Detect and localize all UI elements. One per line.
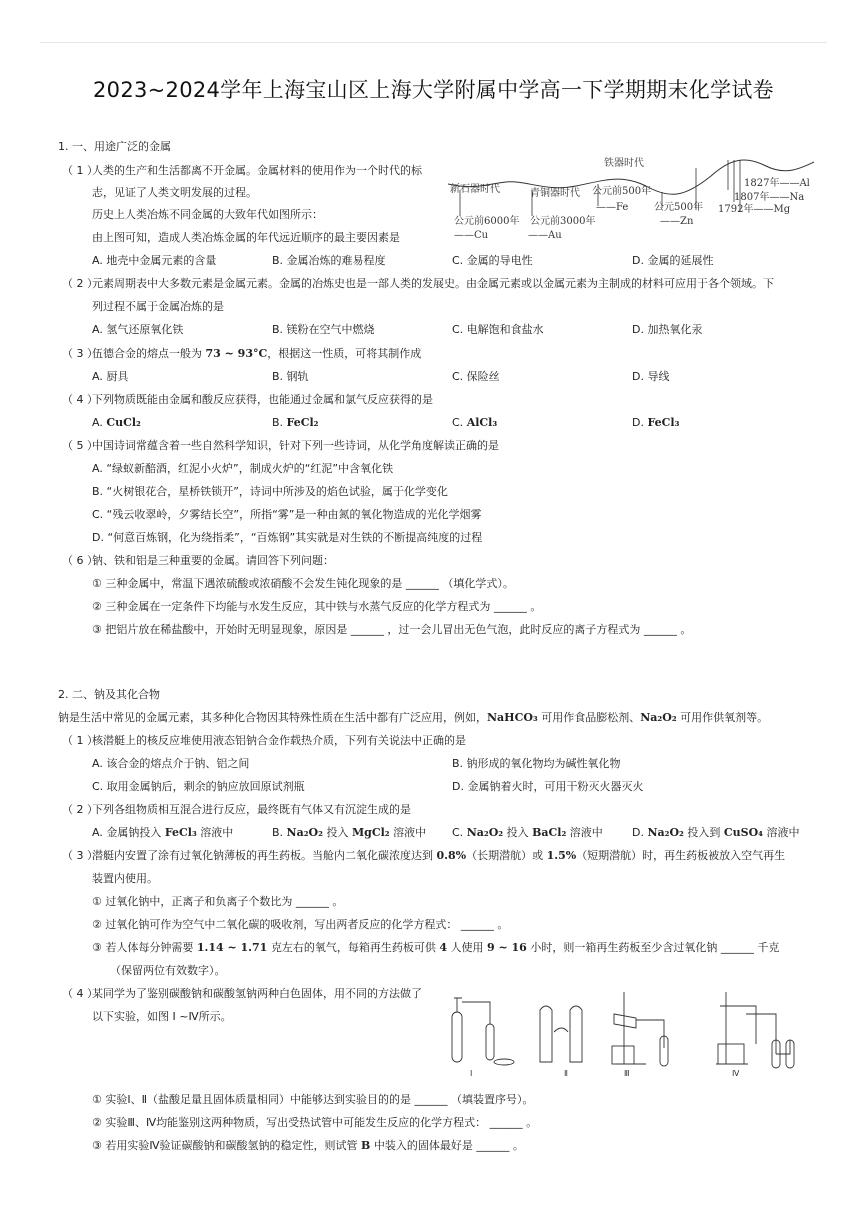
- q2-1-number: （ 1 ）: [62, 734, 98, 747]
- q1-2-option[interactable]: A. 氢气还原氧化铁: [92, 323, 184, 336]
- q1-3-option[interactable]: D. 导线: [632, 370, 670, 383]
- top-divider: [40, 42, 827, 43]
- q2-3-item: ① 过氧化钠中，正离子和负离子个数比为 ______ 。: [92, 895, 344, 908]
- figure-label: Ⅲ: [624, 1069, 630, 1078]
- q2-4-item: ① 实验Ⅰ、Ⅱ（盐酸足量且固体质量相同）中能够达到实验目的的是 ______ （填装置序号）。: [92, 1093, 534, 1106]
- figure-label: Ⅱ: [564, 1069, 568, 1078]
- q2-2-option[interactable]: D. Na₂O₂ 投入到 CuSO₄ 溶液中: [632, 826, 800, 839]
- q1-3-option[interactable]: A. 厨具: [92, 370, 129, 383]
- timeline-label: ——Fe: [596, 202, 629, 213]
- q2-4-number: （ 4 ）: [62, 987, 98, 1000]
- timeline-label: 铁器时代: [604, 158, 644, 169]
- q1-3-stem: 伍德合金的熔点一般为 73 ~ 93°C，根据这一性质，可将其制作成: [92, 347, 422, 360]
- figure-label: Ⅰ: [470, 1069, 473, 1078]
- q1-4-option[interactable]: C. AlCl₃: [452, 416, 498, 429]
- timeline-label: ——Au: [528, 230, 562, 241]
- q1-1-number: （ 1 ）: [62, 164, 98, 177]
- q1-5-option[interactable]: A. “绿蚁新醅酒，红泥小火炉”，制成火炉的“红泥”中含氧化铁: [92, 462, 394, 475]
- q1-3-number: （ 3 ）: [62, 347, 98, 360]
- q2-3-item: ③ 若人体每分钟需要 1.14 ~ 1.71 克左右的氧气，每箱再生药板可供 4 人使用 9 ~ 16 小时，则一箱再生药板至少含过氧化钠 ______ 千克: [92, 941, 780, 954]
- q2-1-option[interactable]: C. 取用金属钠后，剩余的钠应放回原试剂瓶: [92, 780, 305, 793]
- q2-1-stem: 核潜艇上的核反应堆使用液态铝钠合金作载热介质，下列有关说法中正确的是: [92, 734, 466, 747]
- timeline-label: 新石器时代: [450, 184, 500, 195]
- q2-4-stem-line: 某同学为了鉴别碳酸钠和碳酸氢钠两种白色固体，用不同的方法做了: [92, 987, 422, 1000]
- q1-2-option[interactable]: D. 加热氧化汞: [632, 323, 703, 336]
- q1-2-option[interactable]: B. 镁粉在空气中燃烧: [272, 323, 375, 336]
- apparatus-figure: [446, 984, 816, 1080]
- q1-1-option[interactable]: C. 金属的导电性: [452, 254, 533, 267]
- q2-2-number: （ 2 ）: [62, 803, 98, 816]
- metal-timeline-figure: [446, 150, 816, 250]
- page-title: 2023~2024学年上海宝山区上海大学附属中学高一下学期期末化学试卷: [93, 78, 774, 102]
- q1-1-stem-line: 人类的生产和生活都离不开金属。金属材料的使用作为一个时代的标: [92, 164, 422, 177]
- section-2-intro: 钠是生活中常见的金属元素，其多种化合物因其特殊性质在生活中都有广泛应用，例如，NaHCO₃ 可用作食品膨松剂、Na₂O₂ 可用作供氧剂等。: [58, 711, 769, 724]
- q1-1-stem-line: 志，见证了人类文明发展的过程。: [92, 186, 257, 199]
- timeline-label: 1807年——Na: [734, 192, 805, 203]
- q1-5-option[interactable]: B. “火树银花合，星桥铁锁开”，诗词中所涉及的焰色试验，属于化学变化: [92, 485, 448, 498]
- q1-1-option[interactable]: B. 金属冶炼的难易程度: [272, 254, 386, 267]
- q1-6-stem: 钠、铁和铝是三种重要的金属。请回答下列问题：: [92, 554, 334, 567]
- q2-2-option[interactable]: C. Na₂O₂ 投入 BaCl₂ 溶液中: [452, 826, 603, 839]
- q2-1-option[interactable]: D. 金属钠着火时，可用干粉灭火器灭火: [452, 780, 644, 793]
- timeline-label: 1827年——Al: [744, 178, 810, 189]
- figure-label: Ⅳ: [732, 1069, 740, 1078]
- q2-4-item: ③ 若用实验Ⅳ验证碳酸钠和碳酸氢钠的稳定性，则试管 B 中装入的固体最好是 ______ 。: [92, 1139, 524, 1152]
- q2-3-item-cont: （保留两位有效数字）。: [110, 964, 226, 977]
- q1-2-stem-line: 列过程不属于金属冶炼的是: [92, 300, 224, 313]
- q1-1-stem-line: 由上图可知，造成人类冶炼金属的年代远近顺序的最主要因素是: [92, 231, 400, 244]
- q1-2-number: （ 2 ）: [62, 277, 98, 290]
- q1-1-stem-line: 历史上人类冶炼不同金属的大致年代如图所示：: [92, 208, 323, 221]
- q1-6-item: ③ 把铝片放在稀盐酸中，开始时无明显现象，原因是 ______ ，过一会儿冒出无色气泡，此时反应的离子方程式为 ______ 。: [92, 623, 692, 636]
- q1-4-number: （ 4 ）: [62, 393, 98, 406]
- q1-5-number: （ 5 ）: [62, 439, 98, 452]
- timeline-label: 公元500年: [654, 202, 704, 213]
- q1-2-stem-line: 元素周期表中大多数元素是金属元素。金属的冶炼史也是一部人类的发展史。由金属元素或以金属元素为主制成的材料可应用于各个领域。下: [92, 277, 774, 290]
- timeline-label: ——Cu: [454, 230, 489, 241]
- timeline-label: 青铜器时代: [530, 188, 580, 199]
- timeline-label: 公元前6000年: [454, 216, 520, 227]
- q2-2-option[interactable]: A. 金属钠投入 FeCl₃ 溶液中: [92, 826, 234, 839]
- q1-4-option[interactable]: A. CuCl₂: [92, 416, 141, 429]
- q1-5-option[interactable]: C. “残云收翠岭，夕雾结长空”，所指“雾”是一种由氮的氧化物造成的光化学烟雾: [92, 508, 482, 521]
- q2-2-stem: 下列各组物质相互混合进行反应，最终既有气体又有沉淀生成的是: [92, 803, 411, 816]
- timeline-label: ——Zn: [660, 216, 694, 227]
- section-1-heading: 1. 一、用途广泛的金属: [58, 140, 171, 153]
- timeline-label: 公元前500年: [592, 186, 652, 197]
- q2-4-stem-line: 以下实验，如图 Ⅰ ~Ⅳ所示。: [92, 1010, 232, 1023]
- q1-1-option[interactable]: D. 金属的延展性: [632, 254, 714, 267]
- q2-1-option[interactable]: B. 钠形成的氧化物均为碱性氧化物: [452, 757, 621, 770]
- q1-1-option[interactable]: A. 地壳中金属元素的含量: [92, 254, 217, 267]
- q1-2-option[interactable]: C. 电解饱和食盐水: [452, 323, 544, 336]
- timeline-label: 公元前3000年: [530, 216, 596, 227]
- q1-6-number: （ 6 ）: [62, 554, 98, 567]
- q1-4-stem: 下列物质既能由金属和酸反应获得，也能通过金属和氯气反应获得的是: [92, 393, 433, 406]
- q1-6-item: ① 三种金属中，常温下遇浓硫酸或浓硝酸不会发生钝化现象的是 ______ （填化学式）。: [92, 577, 514, 590]
- q1-3-option[interactable]: B. 钢轨: [272, 370, 309, 383]
- q1-5-stem: 中国诗词常蕴含着一些自然科学知识，针对下列一些诗词，从化学角度解读正确的是: [92, 439, 499, 452]
- q2-3-stem-line: 装置内使用。: [92, 872, 158, 885]
- q2-3-item: ② 过氧化钠可作为空气中二氧化碳的吸收剂，写出两者反应的化学方程式： ______ 。: [92, 918, 509, 931]
- q2-4-item: ② 实验Ⅲ、Ⅳ均能鉴别这两种物质，写出受热试管中可能发生反应的化学方程式： ______ 。: [92, 1116, 538, 1129]
- q2-1-option[interactable]: A. 该合金的熔点介于钠、铝之间: [92, 757, 250, 770]
- timeline-label: 1792年——Mg: [718, 204, 791, 215]
- q2-2-option[interactable]: B. Na₂O₂ 投入 MgCl₂ 溶液中: [272, 826, 427, 839]
- q1-4-option[interactable]: D. FeCl₃: [632, 416, 680, 429]
- q1-5-option[interactable]: D. “何意百炼钢，化为绕指柔”，“百炼钢”其实就是对生铁的不断提高纯度的过程: [92, 531, 483, 544]
- q1-4-option[interactable]: B. FeCl₂: [272, 416, 319, 429]
- q1-3-option[interactable]: C. 保险丝: [452, 370, 500, 383]
- q2-3-number: （ 3 ）: [62, 849, 98, 862]
- q2-3-stem: 潜艇内安置了涂有过氧化钠薄板的再生药板。当舱内二氧化碳浓度达到 0.8%（长期潜航）或 1.5%（短期潜航）时，再生药板被放入空气再生: [92, 849, 786, 862]
- section-2-heading: 2. 二、钠及其化合物: [58, 688, 160, 701]
- q1-6-item: ② 三种金属在一定条件下均能与水发生反应，其中铁与水蒸气反应的化学方程式为 ______ 。: [92, 600, 542, 613]
